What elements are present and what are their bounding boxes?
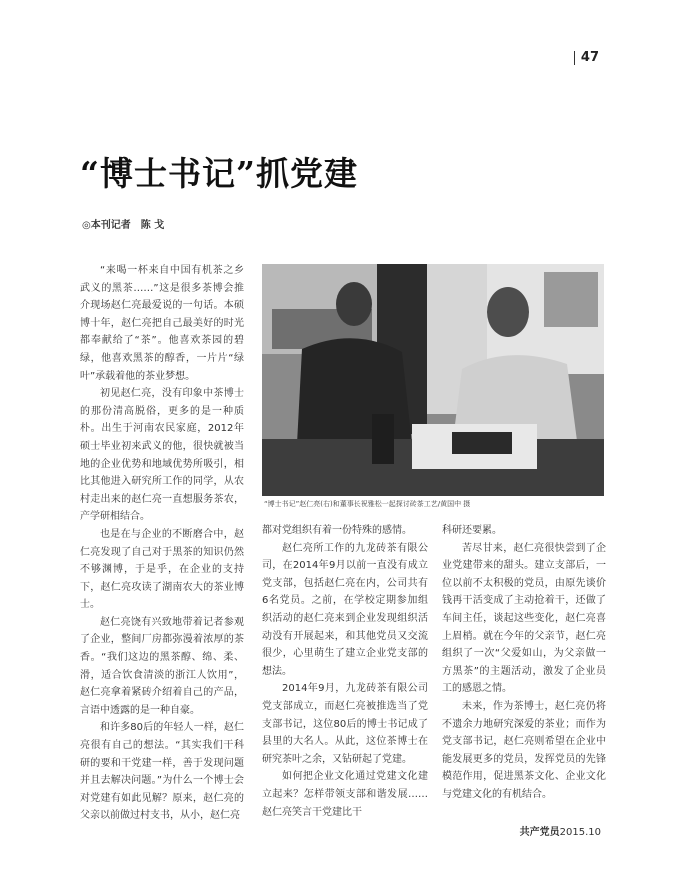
paragraph: 赵仁亮所工作的九龙砖茶有限公司，在2014年9月以前一直没有成立党支部，包括赵仁亮在内，公司共有6名党员。之前，在学校定期参加组织活动的赵仁亮来到企业发现组织活动没有开展起来，和其他党员又交流很少，心里萌生了建立企业党支部的想法。: [262, 542, 428, 677]
column-3: [442, 522, 606, 804]
article-photo: [262, 264, 604, 496]
issue-number: 2015.10: [559, 827, 601, 838]
paragraph: 也是在与企业的不断磨合中，赵仁亮发现了自己对于黑茶的知识仍然不够渊博，于是乎，在企业的支持下，赵仁亮攻读了湖南农大的茶业博士。: [80, 528, 244, 611]
column-2: [262, 522, 428, 821]
page-number-divider: [574, 51, 575, 65]
article-title: “博士书记”抓党建: [80, 154, 358, 193]
paragraph: 如何把企业文化通过党建文化建立起来？怎样带领支部和谐发展……赵仁亮笑言干党建比干: [262, 771, 428, 818]
byline-author: 陈 戈: [140, 220, 165, 231]
paragraph: 赵仁亮饶有兴致地带着记者参观了企业，整间厂房都弥漫着浓厚的茶香。“我们这边的黑茶醇、绵、柔、滑，适合饮食清淡的浙江人饮用”，赵仁亮拿着紧砖介绍着自己的产品，言语中透露的是一种自豪。: [80, 616, 244, 716]
column-1: [80, 262, 244, 825]
paragraph: 未来，作为茶博士，赵仁亮仍将不遗余力地研究深爱的茶业；而作为党支部书记，赵仁亮则希望在企业中能发展更多的党员，发挥党员的先锋模范作用，促进黑茶文化、企业文化与党建文化的有机结合。: [442, 700, 606, 800]
paragraph: 苦尽甘来，赵仁亮很快尝到了企业党建带来的甜头。建立支部后，一位以前不太积极的党员，由原先谈价钱再干活变成了主动抢着干，还做了车间主任，谈起这些变化，赵仁亮喜上眉梢。就在今年的父亲节，赵仁亮组织了一次“父爱如山，为父亲做一方黑茶”的主题活动，激发了企业员工的感恩之情。: [442, 542, 606, 695]
paragraph: “来喝一杯来自中国有机茶之乡武义的黑茶……”这是很多茶博会推介现场赵仁亮最爱说的一句话。本硕博十年，赵仁亮把自己最美好的时光都奉献给了“茶”。他喜欢茶园的碧绿，他喜欢黑茶的醇香，一片片“绿叶”承载着他的茶业梦想。: [80, 265, 244, 382]
byline-label: ◎本刊记者: [82, 220, 131, 231]
paragraph: 都对党组织有着一份特殊的感情。: [262, 525, 412, 536]
page-number: [574, 50, 599, 65]
photo-caption: “博士书记”赵仁亮(右)和董事长祝雅松一起探讨砖茶工艺/黄国中 摄: [264, 500, 471, 508]
paragraph: 初见赵仁亮，没有印象中茶博士的那份清高脱俗，更多的是一种质朴。出生于河南农民家庭，2012年硕士毕业初来武义的他，很快就被当地的企业优势和地域优势所吸引，相比其他进入研究所工作的同学，从农村走出来的赵仁亮一直想服务茶农，产学研相结合。: [80, 388, 244, 523]
byline: [82, 216, 164, 231]
page-number-text: 47: [580, 50, 599, 65]
magazine-logo: 共产党员: [519, 827, 560, 838]
paragraph: 科研还要累。: [442, 525, 502, 536]
paragraph: 2014年9月，九龙砖茶有限公司党支部成立，而赵仁亮被推选当了党支部书记，这位80后的博士书记成了县里的大名人。从此，这位茶博士在研究茶叶之余，又钻研起了党建。: [262, 683, 428, 765]
paragraph: 和许多80后的年轻人一样，赵仁亮很有自己的想法。“其实我们干科研的要和干党建一样，善于发现问题并且去解决问题。”为什么一个博士会对党建有如此见解？原来，赵仁亮的父亲以前做过村支书，从小，赵仁亮: [80, 722, 244, 822]
page-footer: [520, 823, 601, 838]
